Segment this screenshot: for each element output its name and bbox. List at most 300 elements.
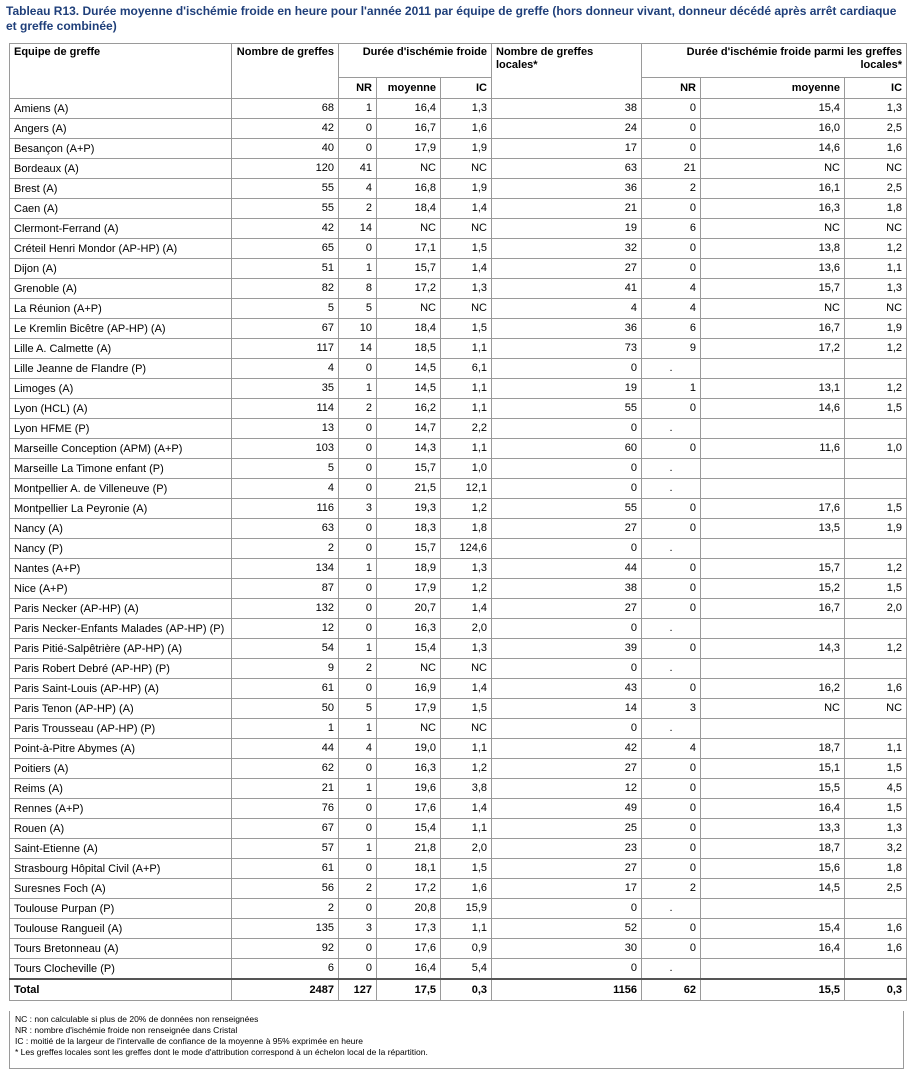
duree-moyenne-locales	[701, 419, 845, 439]
duree-ic-locales: 2,5	[845, 179, 907, 199]
table-row	[10, 279, 907, 299]
duree-moyenne: 15,4	[377, 639, 441, 659]
nr-locales-count: 0	[642, 199, 701, 219]
duree-ic-locales: 1,0	[845, 439, 907, 459]
table-row	[10, 759, 907, 779]
duree-moyenne-locales: 16,3	[701, 199, 845, 219]
duree-ic-locales: 2,5	[845, 119, 907, 139]
greffes-count: 21	[232, 779, 339, 799]
greffes-locales-count: 73	[492, 339, 642, 359]
greffes-count: 5	[232, 299, 339, 319]
duree-ic: 1,1	[441, 739, 492, 759]
duree-ic: 6,1	[441, 359, 492, 379]
duree-moyenne: 16,4	[377, 959, 441, 980]
duree-moyenne-locales: 14,6	[701, 139, 845, 159]
table-row	[10, 479, 907, 499]
greffes-count: 42	[232, 119, 339, 139]
duree-ic: 1,2	[441, 759, 492, 779]
nr-count: 0	[339, 119, 377, 139]
duree-ic-locales	[845, 719, 907, 739]
duree-moyenne-locales: 13,3	[701, 819, 845, 839]
nr-count: 0	[339, 579, 377, 599]
greffes-count: 116	[232, 499, 339, 519]
duree-ic: 1,9	[441, 179, 492, 199]
duree-moyenne-locales: 14,6	[701, 399, 845, 419]
team-name: Saint-Etienne (A)	[10, 839, 232, 859]
duree-ic: 1,3	[441, 559, 492, 579]
duree-ic-locales: 2,0	[845, 599, 907, 619]
nr-count: 1	[339, 719, 377, 739]
greffes-count: 44	[232, 739, 339, 759]
greffes-count: 87	[232, 579, 339, 599]
data-table	[9, 43, 907, 1001]
greffes-locales-count: 0	[492, 359, 642, 379]
greffes-locales-count: 0	[492, 899, 642, 919]
duree-moyenne-locales: 13,6	[701, 259, 845, 279]
nr-locales-count: 0	[642, 119, 701, 139]
table-row	[10, 419, 907, 439]
duree-ic: 1,4	[441, 259, 492, 279]
nr-count: 4	[339, 179, 377, 199]
nr-locales-count: .	[642, 899, 701, 919]
greffes-count: 82	[232, 279, 339, 299]
greffes-locales-count: 55	[492, 399, 642, 419]
header-nombre-locales: Nombre de greffes locales*	[492, 44, 642, 99]
nr-locales-count: 4	[642, 739, 701, 759]
nr-count: 2	[339, 199, 377, 219]
team-name: Montpellier La Peyronie (A)	[10, 499, 232, 519]
header-duree: Durée d'ischémie froide	[339, 44, 492, 78]
duree-moyenne-locales: 14,3	[701, 639, 845, 659]
duree-moyenne-locales: 18,7	[701, 739, 845, 759]
nr-locales-count: 21	[642, 159, 701, 179]
duree-ic: NC	[441, 219, 492, 239]
table-row	[10, 299, 907, 319]
greffes-locales-count: 0	[492, 619, 642, 639]
duree-ic: 1,1	[441, 439, 492, 459]
nr-locales-count: 4	[642, 299, 701, 319]
duree-moyenne-locales	[701, 899, 845, 919]
duree-moyenne: 17,1	[377, 239, 441, 259]
header-ic-locales: IC	[845, 78, 907, 99]
nr-locales-count: 0	[642, 99, 701, 119]
team-name: Angers (A)	[10, 119, 232, 139]
table-row	[10, 439, 907, 459]
duree-moyenne-locales: 16,7	[701, 599, 845, 619]
duree-moyenne: 17,3	[377, 919, 441, 939]
table-row	[10, 619, 907, 639]
duree-ic: 1,2	[441, 499, 492, 519]
nr-locales-count: 0	[642, 639, 701, 659]
duree-ic-locales: 1,3	[845, 99, 907, 119]
duree-ic-locales: 1,5	[845, 759, 907, 779]
duree-moyenne-locales: NC	[701, 159, 845, 179]
duree-ic: 1,6	[441, 119, 492, 139]
team-name: Marseille La Timone enfant (P)	[10, 459, 232, 479]
team-name: Poitiers (A)	[10, 759, 232, 779]
nr-count: 0	[339, 899, 377, 919]
team-name: Rouen (A)	[10, 819, 232, 839]
table-row	[10, 799, 907, 819]
nr-count: 0	[339, 239, 377, 259]
duree-ic: 1,3	[441, 99, 492, 119]
table-row	[10, 579, 907, 599]
duree-ic-locales: 1,2	[845, 339, 907, 359]
table-row	[10, 679, 907, 699]
nr-locales-count: 6	[642, 219, 701, 239]
greffes-count: 2	[232, 899, 339, 919]
nr-count: 1	[339, 559, 377, 579]
nr-locales-count: 0	[642, 439, 701, 459]
duree-ic: 2,0	[441, 619, 492, 639]
duree-ic-locales: 1,2	[845, 559, 907, 579]
duree-moyenne: 16,3	[377, 619, 441, 639]
table-row	[10, 659, 907, 679]
greffes-locales-count: 36	[492, 179, 642, 199]
team-name: Nantes (A+P)	[10, 559, 232, 579]
table-row	[10, 939, 907, 959]
greffes-locales-count: 23	[492, 839, 642, 859]
team-name: La Réunion (A+P)	[10, 299, 232, 319]
duree-moyenne: 21,5	[377, 479, 441, 499]
nr-count: 0	[339, 619, 377, 639]
greffes-count: 4	[232, 479, 339, 499]
nr-locales-count: .	[642, 479, 701, 499]
table-row	[10, 959, 907, 980]
nr-count: 0	[339, 479, 377, 499]
nr-count: 0	[339, 439, 377, 459]
team-name: Paris Saint-Louis (AP-HP) (A)	[10, 679, 232, 699]
team-name: Suresnes Foch (A)	[10, 879, 232, 899]
duree-ic-locales: 4,5	[845, 779, 907, 799]
table-row	[10, 459, 907, 479]
nr-count: 0	[339, 679, 377, 699]
nr-count: 0	[339, 819, 377, 839]
greffes-count: 117	[232, 339, 339, 359]
nr-locales-count: 0	[642, 859, 701, 879]
duree-ic: 1,1	[441, 819, 492, 839]
table-row	[10, 119, 907, 139]
duree-moyenne: NC	[377, 719, 441, 739]
greffes-count: 114	[232, 399, 339, 419]
greffes-locales-count: 38	[492, 99, 642, 119]
table-row	[10, 719, 907, 739]
duree-ic-locales: NC	[845, 159, 907, 179]
greffes-count: 62	[232, 759, 339, 779]
header-moyenne: moyenne	[377, 78, 441, 99]
greffes-count: 54	[232, 639, 339, 659]
nr-locales-count: 1	[642, 379, 701, 399]
duree-moyenne: 19,0	[377, 739, 441, 759]
nr-locales-count: 4	[642, 279, 701, 299]
team-name: Tours Bretonneau (A)	[10, 939, 232, 959]
greffes-locales-count: 0	[492, 719, 642, 739]
table-row	[10, 379, 907, 399]
table-row	[10, 839, 907, 859]
greffes-count: 57	[232, 839, 339, 859]
duree-moyenne: 19,6	[377, 779, 441, 799]
nr-count: 0	[339, 959, 377, 980]
table-row	[10, 319, 907, 339]
greffes-count: 92	[232, 939, 339, 959]
nr-locales-count: .	[642, 619, 701, 639]
duree-ic: 1,6	[441, 879, 492, 899]
header-nr-locales: NR	[642, 78, 701, 99]
duree-moyenne-locales: 13,8	[701, 239, 845, 259]
header-duree-locales: Durée d'ischémie froide parmi les greffes locales*	[642, 44, 907, 78]
team-name: Paris Pitié-Salpêtrière (AP-HP) (A)	[10, 639, 232, 659]
duree-moyenne-locales: 15,1	[701, 759, 845, 779]
greffes-locales-count: 0	[492, 959, 642, 980]
greffes-count: 61	[232, 679, 339, 699]
table-row	[10, 239, 907, 259]
greffes-locales-count: 27	[492, 859, 642, 879]
nr-count: 1	[339, 779, 377, 799]
duree-ic-locales	[845, 959, 907, 980]
nr-count: 1	[339, 639, 377, 659]
greffes-count: 68	[232, 99, 339, 119]
duree-moyenne-locales: 16,0	[701, 119, 845, 139]
team-name: Amiens (A)	[10, 99, 232, 119]
duree-moyenne: 18,4	[377, 199, 441, 219]
duree-moyenne: 17,6	[377, 939, 441, 959]
duree-moyenne: 19,3	[377, 499, 441, 519]
duree-moyenne: 14,5	[377, 359, 441, 379]
greffes-count: 4	[232, 359, 339, 379]
greffes-locales-count: 0	[492, 419, 642, 439]
duree-ic: 0,3	[441, 979, 492, 1001]
greffes-count: 120	[232, 159, 339, 179]
greffes-locales-count: 21	[492, 199, 642, 219]
team-name: Reims (A)	[10, 779, 232, 799]
duree-moyenne: NC	[377, 299, 441, 319]
nr-locales-count: .	[642, 659, 701, 679]
duree-moyenne: 21,8	[377, 839, 441, 859]
table-row	[10, 499, 907, 519]
duree-ic-locales: 1,5	[845, 499, 907, 519]
nr-locales-count: 0	[642, 579, 701, 599]
duree-moyenne-locales: 15,5	[701, 979, 845, 1001]
duree-moyenne: 17,5	[377, 979, 441, 1001]
duree-ic: 1,1	[441, 399, 492, 419]
table-row	[10, 399, 907, 419]
team-name: Tours Clocheville (P)	[10, 959, 232, 980]
duree-ic: 1,5	[441, 699, 492, 719]
duree-ic: 1,1	[441, 379, 492, 399]
duree-ic-locales	[845, 539, 907, 559]
greffes-locales-count: 27	[492, 519, 642, 539]
greffes-locales-count: 30	[492, 939, 642, 959]
duree-moyenne-locales: 15,2	[701, 579, 845, 599]
table-row	[10, 819, 907, 839]
duree-ic: 1,4	[441, 599, 492, 619]
duree-ic: 1,5	[441, 319, 492, 339]
duree-moyenne-locales: 15,5	[701, 779, 845, 799]
duree-moyenne: 17,2	[377, 279, 441, 299]
duree-moyenne-locales	[701, 459, 845, 479]
table-row	[10, 219, 907, 239]
duree-ic-locales: 1,2	[845, 639, 907, 659]
header-nr: NR	[339, 78, 377, 99]
nr-count: 0	[339, 419, 377, 439]
nr-locales-count: 0	[642, 839, 701, 859]
header-moyenne-locales: moyenne	[701, 78, 845, 99]
greffes-locales-count: 39	[492, 639, 642, 659]
nr-count: 0	[339, 599, 377, 619]
table-row	[10, 539, 907, 559]
greffes-locales-count: 0	[492, 479, 642, 499]
duree-ic: NC	[441, 159, 492, 179]
greffes-count: 55	[232, 179, 339, 199]
table-row	[10, 899, 907, 919]
duree-moyenne-locales: 18,7	[701, 839, 845, 859]
duree-ic: 15,9	[441, 899, 492, 919]
duree-ic: 1,4	[441, 199, 492, 219]
duree-ic: 1,5	[441, 239, 492, 259]
nr-locales-count: 2	[642, 879, 701, 899]
nr-count: 0	[339, 759, 377, 779]
nr-locales-count: 0	[642, 799, 701, 819]
duree-moyenne: 16,3	[377, 759, 441, 779]
duree-moyenne: 18,1	[377, 859, 441, 879]
greffes-count: 2	[232, 539, 339, 559]
duree-ic-locales: 1,2	[845, 379, 907, 399]
nr-locales-count: 0	[642, 819, 701, 839]
duree-moyenne: 15,7	[377, 539, 441, 559]
team-name: Nice (A+P)	[10, 579, 232, 599]
team-name: Grenoble (A)	[10, 279, 232, 299]
duree-ic-locales: 1,1	[845, 739, 907, 759]
team-name: Strasbourg Hôpital Civil (A+P)	[10, 859, 232, 879]
table-row	[10, 559, 907, 579]
greffes-count: 51	[232, 259, 339, 279]
greffes-locales-count: 27	[492, 599, 642, 619]
duree-moyenne: 17,2	[377, 879, 441, 899]
nr-locales-count: 0	[642, 519, 701, 539]
nr-count: 2	[339, 879, 377, 899]
team-name: Lyon HFME (P)	[10, 419, 232, 439]
nr-locales-count: .	[642, 359, 701, 379]
nr-count: 127	[339, 979, 377, 1001]
nr-locales-count: .	[642, 459, 701, 479]
duree-moyenne: 16,9	[377, 679, 441, 699]
greffes-count: 132	[232, 599, 339, 619]
header-equipe: Equipe de greffe	[10, 44, 232, 99]
nr-locales-count: 9	[642, 339, 701, 359]
duree-ic: 1,4	[441, 679, 492, 699]
greffes-count: 67	[232, 819, 339, 839]
nr-locales-count: 6	[642, 319, 701, 339]
nr-count: 0	[339, 359, 377, 379]
duree-ic-locales	[845, 459, 907, 479]
table-row	[10, 599, 907, 619]
duree-moyenne-locales: NC	[701, 299, 845, 319]
greffes-count: 9	[232, 659, 339, 679]
duree-ic-locales	[845, 419, 907, 439]
duree-ic: 1,2	[441, 579, 492, 599]
greffes-count: 13	[232, 419, 339, 439]
greffes-count: 50	[232, 699, 339, 719]
duree-ic: 1,8	[441, 519, 492, 539]
duree-ic-locales: NC	[845, 299, 907, 319]
duree-moyenne-locales: 16,2	[701, 679, 845, 699]
duree-ic: 1,3	[441, 639, 492, 659]
nr-locales-count: 0	[642, 259, 701, 279]
nr-locales-count: 0	[642, 559, 701, 579]
duree-ic-locales: NC	[845, 699, 907, 719]
duree-moyenne-locales	[701, 359, 845, 379]
table-row	[10, 879, 907, 899]
duree-ic: 1,0	[441, 459, 492, 479]
duree-moyenne-locales: 16,4	[701, 799, 845, 819]
team-name: Paris Necker (AP-HP) (A)	[10, 599, 232, 619]
duree-ic-locales: 0,3	[845, 979, 907, 1001]
greffes-count: 5	[232, 459, 339, 479]
greffes-count: 103	[232, 439, 339, 459]
team-name: Marseille Conception (APM) (A+P)	[10, 439, 232, 459]
greffes-count: 2487	[232, 979, 339, 1001]
duree-moyenne: 18,5	[377, 339, 441, 359]
duree-moyenne: 14,7	[377, 419, 441, 439]
duree-ic-locales	[845, 659, 907, 679]
nr-locales-count: 2	[642, 179, 701, 199]
greffes-count: 40	[232, 139, 339, 159]
team-name: Rennes (A+P)	[10, 799, 232, 819]
greffes-locales-count: 60	[492, 439, 642, 459]
nr-count: 0	[339, 139, 377, 159]
greffes-locales-count: 14	[492, 699, 642, 719]
total-row	[10, 979, 907, 1001]
duree-ic: 1,4	[441, 799, 492, 819]
duree-ic: 3,8	[441, 779, 492, 799]
footnote: NC : non calculable si plus de 20% de données non renseignées	[15, 1014, 259, 1024]
team-name: Lille A. Calmette (A)	[10, 339, 232, 359]
greffes-locales-count: 63	[492, 159, 642, 179]
duree-moyenne-locales: NC	[701, 219, 845, 239]
nr-count: 5	[339, 699, 377, 719]
duree-ic-locales: 1,5	[845, 579, 907, 599]
greffes-count: 134	[232, 559, 339, 579]
greffes-locales-count: 41	[492, 279, 642, 299]
duree-moyenne-locales: 15,4	[701, 99, 845, 119]
table-row	[10, 639, 907, 659]
duree-ic: NC	[441, 719, 492, 739]
duree-moyenne: 17,9	[377, 139, 441, 159]
greffes-locales-count: 32	[492, 239, 642, 259]
greffes-locales-count: 19	[492, 379, 642, 399]
table-row	[10, 179, 907, 199]
duree-moyenne: 18,3	[377, 519, 441, 539]
duree-moyenne: 16,4	[377, 99, 441, 119]
duree-moyenne-locales: 15,7	[701, 279, 845, 299]
nr-count: 1	[339, 379, 377, 399]
duree-moyenne: 20,7	[377, 599, 441, 619]
greffes-count: 55	[232, 199, 339, 219]
nr-locales-count: 0	[642, 759, 701, 779]
duree-ic-locales	[845, 619, 907, 639]
greffes-locales-count: 38	[492, 579, 642, 599]
duree-ic-locales: 1,9	[845, 319, 907, 339]
team-name: Brest (A)	[10, 179, 232, 199]
greffes-locales-count: 0	[492, 539, 642, 559]
duree-moyenne-locales: 15,6	[701, 859, 845, 879]
team-name: Paris Robert Debré (AP-HP) (P)	[10, 659, 232, 679]
greffes-locales-count: 52	[492, 919, 642, 939]
duree-moyenne: NC	[377, 219, 441, 239]
duree-moyenne-locales	[701, 619, 845, 639]
duree-ic: 5,4	[441, 959, 492, 980]
greffes-locales-count: 42	[492, 739, 642, 759]
